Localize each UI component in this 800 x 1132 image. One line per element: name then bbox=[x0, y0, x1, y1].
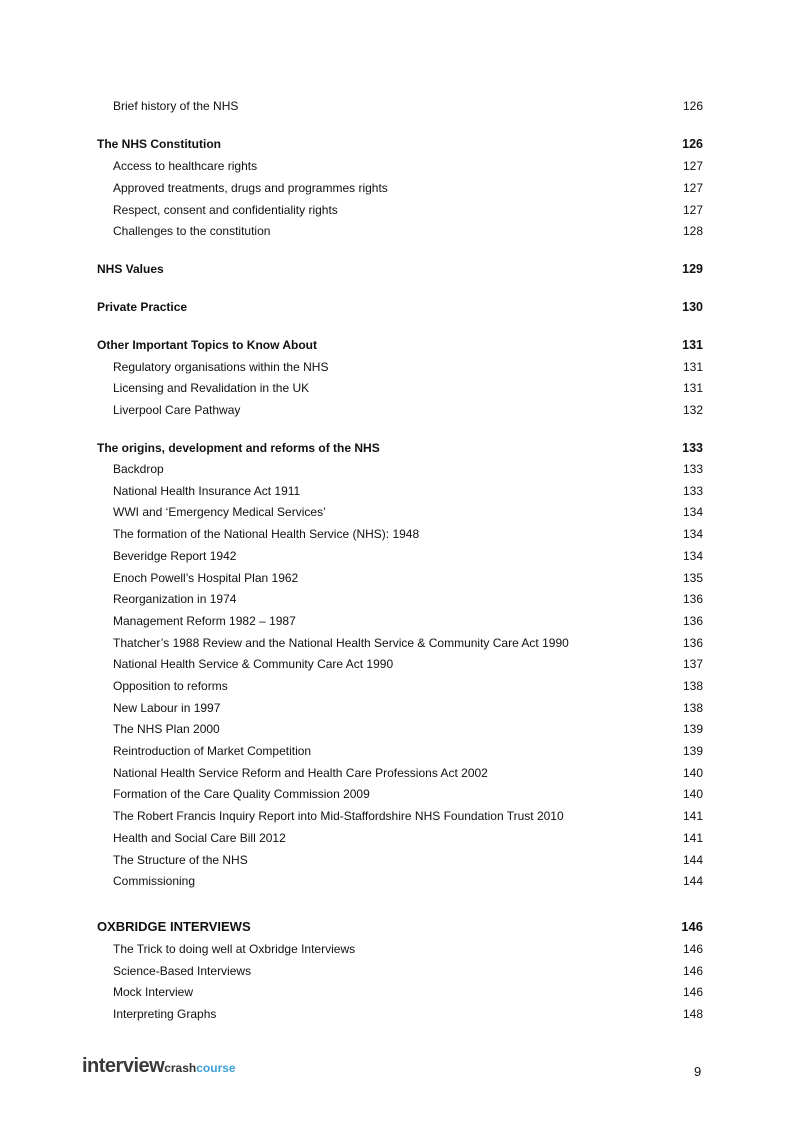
toc-entry-page: 139 bbox=[682, 744, 703, 758]
toc-entry bbox=[97, 676, 703, 696]
toc-entry-page: 146 bbox=[681, 919, 703, 934]
toc-entry-title: Respect, consent and confidentiality rights bbox=[113, 203, 338, 217]
toc-entry-title: Licensing and Revalidation in the UK bbox=[113, 381, 310, 395]
toc-entry bbox=[97, 221, 703, 241]
toc-entry-title: National Health Service Reform and Health Care Professions Act 2002 bbox=[113, 766, 488, 780]
toc-entry bbox=[97, 828, 703, 848]
toc-entry bbox=[97, 96, 703, 116]
toc-entry bbox=[97, 357, 703, 377]
toc-entry-page: 133 bbox=[682, 484, 703, 498]
toc-entry-title: Reintroduction of Market Competition bbox=[113, 744, 312, 758]
toc-entry bbox=[97, 871, 703, 891]
toc-entry bbox=[97, 719, 703, 739]
toc-entry-page: 126 bbox=[682, 99, 703, 113]
toc-entry-page: 134 bbox=[682, 549, 703, 563]
toc-entry-page: 138 bbox=[682, 701, 703, 715]
toc-entry bbox=[97, 633, 703, 653]
toc-entry-page: 130 bbox=[682, 300, 703, 314]
toc-entry-title: New Labour in 1997 bbox=[113, 701, 221, 715]
interviewcrashcourse-logo bbox=[82, 1055, 236, 1078]
toc-entry-title: Management Reform 1982 – 1987 bbox=[113, 614, 296, 628]
toc-entry bbox=[97, 961, 703, 981]
toc-entry-title: Reorganization in 1974 bbox=[113, 592, 237, 606]
toc-entry-page: 141 bbox=[682, 809, 703, 823]
toc-entry bbox=[97, 200, 703, 220]
toc-entry-title: National Health Service & Community Care Act 1990 bbox=[113, 657, 394, 671]
toc-entry-title: Health and Social Care Bill 2012 bbox=[113, 831, 286, 845]
toc-entry-page: 139 bbox=[682, 722, 703, 736]
toc-entry bbox=[97, 459, 703, 479]
toc-entry-page: 144 bbox=[682, 853, 703, 867]
toc-entry bbox=[97, 178, 703, 198]
toc-entry-title: The NHS Constitution bbox=[97, 137, 221, 151]
toc-entry bbox=[97, 939, 703, 959]
logo-course-text: course bbox=[196, 1061, 236, 1075]
toc-entry-title: Other Important Topics to Know About bbox=[97, 338, 317, 352]
toc-entry bbox=[97, 806, 703, 826]
toc-section-heading bbox=[97, 134, 703, 154]
toc-entry bbox=[97, 698, 703, 718]
toc-entry-title: The Robert Francis Inquiry Report into Mid-Staffordshire NHS Foundation Trust 2010 bbox=[113, 809, 564, 823]
toc-entry-page: 127 bbox=[682, 159, 703, 173]
toc-entry bbox=[97, 763, 703, 783]
toc-entry-page: 144 bbox=[682, 874, 703, 888]
toc-entry-page: 133 bbox=[682, 462, 703, 476]
toc-entry-title: The NHS Plan 2000 bbox=[113, 722, 220, 736]
toc-entry-title: Beveridge Report 1942 bbox=[113, 549, 237, 563]
toc-entry-title: Mock Interview bbox=[113, 985, 194, 999]
toc-entry-title: Regulatory organisations within the NHS bbox=[113, 360, 329, 374]
toc-entry-page: 141 bbox=[682, 831, 703, 845]
toc-section-heading bbox=[97, 297, 703, 317]
page-number: 9 bbox=[694, 1064, 702, 1079]
toc-entry-page: 132 bbox=[682, 403, 703, 417]
toc-entry-title: Interpreting Graphs bbox=[113, 1007, 217, 1021]
toc-entry bbox=[97, 568, 703, 588]
toc-entry-page: 140 bbox=[682, 766, 703, 780]
toc-entry-page: 129 bbox=[682, 262, 703, 276]
toc-section-heading bbox=[97, 917, 703, 937]
toc-entry-page: 127 bbox=[682, 203, 703, 217]
toc-entry-title: The Trick to doing well at Oxbridge Interviews bbox=[113, 942, 356, 956]
toc-entry bbox=[97, 982, 703, 1002]
toc-entry-page: 135 bbox=[682, 571, 703, 585]
toc-entry-title: Liverpool Care Pathway bbox=[113, 403, 241, 417]
toc-entry-page: 146 bbox=[682, 964, 703, 978]
toc-entry bbox=[97, 589, 703, 609]
toc-entry bbox=[97, 524, 703, 544]
toc-entry-page: 134 bbox=[682, 505, 703, 519]
toc-entry-page: 126 bbox=[682, 137, 703, 151]
toc-entry-title: The formation of the National Health Service (NHS): 1948 bbox=[113, 527, 420, 541]
toc-entry-title: Commissioning bbox=[113, 874, 196, 888]
toc-entry bbox=[97, 546, 703, 566]
toc-entry-title: Enoch Powell’s Hospital Plan 1962 bbox=[113, 571, 299, 585]
toc-entry bbox=[97, 156, 703, 176]
toc-entry-title: NHS Values bbox=[97, 262, 164, 276]
toc-entry-page: 131 bbox=[682, 360, 703, 374]
toc-entry-page: 138 bbox=[682, 679, 703, 693]
toc-entry-title: Challenges to the constitution bbox=[113, 224, 271, 238]
toc-entry-page: 133 bbox=[682, 441, 703, 455]
toc-entry-page: 134 bbox=[682, 527, 703, 541]
toc-entry-title: Opposition to reforms bbox=[113, 679, 228, 693]
toc-entry-title: OXBRIDGE INTERVIEWS bbox=[97, 919, 251, 934]
toc-entry bbox=[97, 741, 703, 761]
toc-entry bbox=[97, 850, 703, 870]
toc-entry-page: 136 bbox=[682, 592, 703, 606]
toc-entry-title: Backdrop bbox=[113, 462, 164, 476]
toc-entry bbox=[97, 1004, 703, 1024]
toc-entry bbox=[97, 378, 703, 398]
toc-entry bbox=[97, 502, 703, 522]
toc-entry-page: 140 bbox=[682, 787, 703, 801]
toc-entry-title: Thatcher’s 1988 Review and the National Health Service & Community Care Act 1990 bbox=[113, 636, 569, 650]
toc-entry bbox=[97, 481, 703, 501]
toc-entry-title: Formation of the Care Quality Commission 2009 bbox=[113, 787, 370, 801]
toc-entry-page: 148 bbox=[682, 1007, 703, 1021]
toc-entry-page: 131 bbox=[682, 381, 703, 395]
toc-entry-title: Science-Based Interviews bbox=[113, 964, 252, 978]
toc-entry-title: The Structure of the NHS bbox=[113, 853, 248, 867]
toc-section-heading bbox=[97, 438, 703, 458]
toc-entry-page: 137 bbox=[682, 657, 703, 671]
toc-entry bbox=[97, 611, 703, 631]
toc-section-heading bbox=[97, 259, 703, 279]
logo-interview-text: interview bbox=[82, 1055, 165, 1077]
toc-entry-title: The origins, development and reforms of the NHS bbox=[97, 441, 380, 455]
toc-entry-page: 146 bbox=[682, 985, 703, 999]
logo-crash-text: crash bbox=[164, 1061, 197, 1075]
toc-entry-title: Access to healthcare rights bbox=[113, 159, 258, 173]
toc-entry-page: 127 bbox=[682, 181, 703, 195]
toc-entry bbox=[97, 400, 703, 420]
toc-entry-page: 136 bbox=[682, 636, 703, 650]
toc-entry-title: WWI and ‘Emergency Medical Services’ bbox=[113, 505, 326, 519]
toc-entry bbox=[97, 654, 703, 674]
toc-entry-title: Private Practice bbox=[97, 300, 188, 314]
toc-entry-page: 146 bbox=[682, 942, 703, 956]
toc-entry-title: Approved treatments, drugs and programmes rights bbox=[113, 181, 388, 195]
toc-entry-page: 131 bbox=[682, 338, 703, 352]
toc-entry-page: 136 bbox=[682, 614, 703, 628]
toc-section-heading bbox=[97, 335, 703, 355]
toc-entry-title: Brief history of the NHS bbox=[113, 99, 239, 113]
toc-entry-title: National Health Insurance Act 1911 bbox=[113, 484, 301, 498]
toc-entry bbox=[97, 784, 703, 804]
toc-entry-page: 128 bbox=[682, 224, 703, 238]
